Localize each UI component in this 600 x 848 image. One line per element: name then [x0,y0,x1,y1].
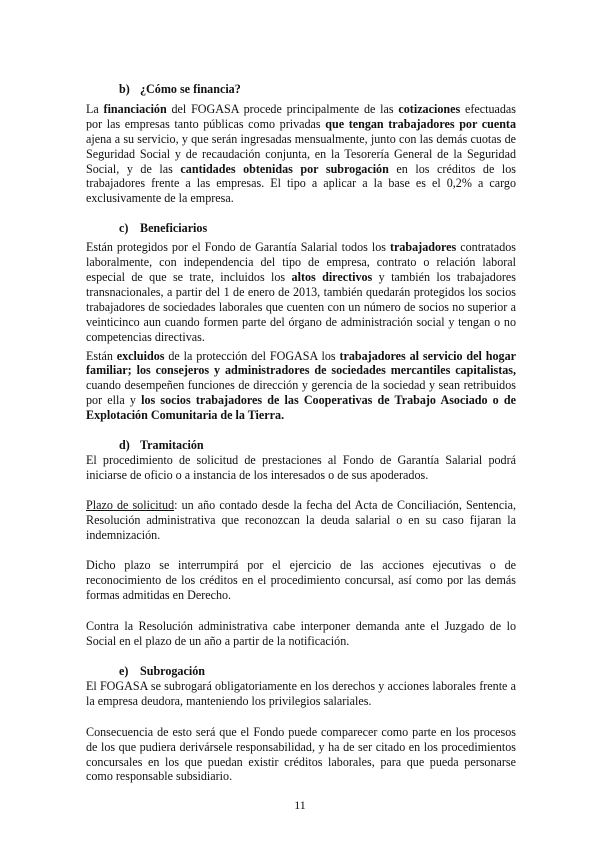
section-e-paragraph-subrogation: El FOGASA se subrogará obligatoriamente en los derechos y acciones laborales frente a la empresa deudora, manteniendo los privilegios salariales. [86,678,516,708]
section-d-heading [86,438,516,453]
section-c-paragraph-excluded: Están excluidos de la protección del FOGASA los trabajadores al servicio del hogar familiar; los consejeros y administradores de sociedades mercantiles capitalistas, cuando desempeñen funciones de dirección y gerencia de la sociedad y sean retribuidos por ella y los socios trabajadores de las Cooperativas de Trabajo Asociado o de Explotación Comunitaria de la Tierra. [86,348,516,423]
section-d-paragraph-appeal: Contra la Resolución administrativa cabe interponer demanda ante el Juzgado de lo Social en el plazo de un año a partir de la notificación. [86,619,516,649]
section-d-paragraph-deadline: Plazo de solicitud: un año contado desde la fecha del Acta de Conciliación, Sentencia, Resolución administrativa que reconozcan la deuda salarial o en su caso fijaran la indemnización. [86,497,516,542]
section-d-paragraph-procedure: El procedimiento de solicitud de prestaciones al Fondo de Garantía Salarial podrá iniciarse de oficio o a instancia de los interesados o de sus apoderados. [86,452,516,482]
section-e-heading [86,664,516,679]
section-b-heading [86,82,516,97]
page-number: 11 [294,798,306,812]
section-e-paragraph-consequence: Consecuencia de esto será que el Fondo puede comparecer como parte en los procesos de los que pudiera derivársele responsabilidad, y ha de ser citado en los procedimientos concursales en los que puedan existir créditos laborales, para que pueda personarse como responsable subsidiario. [86,724,516,784]
section-d-number: d) [119,438,130,453]
section-c-paragraph-protected: Están protegidos por el Fondo de Garantía Salarial todos los trabajadores contratados laboralmente, con independencia del tipo de empresa, contrato o relación laboral especial de que se trate, incluidos los altos directivos y también los trabajadores transnacionales, a partir del 1 de enero de 2013, también quedarán protegidos los socios trabajadores de sociedades laborales que cuenten con un número de socios no superior a veinticinco aun cuando formen parte del órgano de administración social y tengan o no competencias directivas. [86,240,516,344]
section-d-paragraph-interruption: Dicho plazo se interrumpirá por el ejercicio de las acciones ejecutivas o de reconocimiento de los créditos en el procedimiento concursal, así como por las demás formas admitidas en Derecho. [86,558,516,603]
section-b-number: b) [119,82,130,96]
section-e-title: Subrogación [140,664,205,678]
section-d-title: Tramitación [140,438,204,453]
section-b-paragraph: La financiación del FOGASA procede principalmente de las cotizaciones efectuadas por las empresas tanto públicas como privadas que tengan trabajadores por cuenta ajena a su servicio, y que serán ingresadas mensualmente, junto con las demás cuotas de Seguridad Social y de recaudación conjunta, en la Tesorería General de la Seguridad Social, y de las cantidades obtenidas por subrogación en los créditos de los trabajadores frente a las empresas. El tipo a aplicar a la base es el 0,2% a cargo exclusivamente de la empresa. [86,101,517,206]
section-e-number: e) [119,664,129,678]
deadline-label: Plazo de solicitud [86,497,175,512]
section-c-number: c) [119,221,129,236]
section-c-heading [86,221,516,236]
document-page [86,82,516,784]
section-b-title: ¿Cómo se financia? [140,82,241,96]
section-c-title: Beneficiarios [140,221,208,236]
